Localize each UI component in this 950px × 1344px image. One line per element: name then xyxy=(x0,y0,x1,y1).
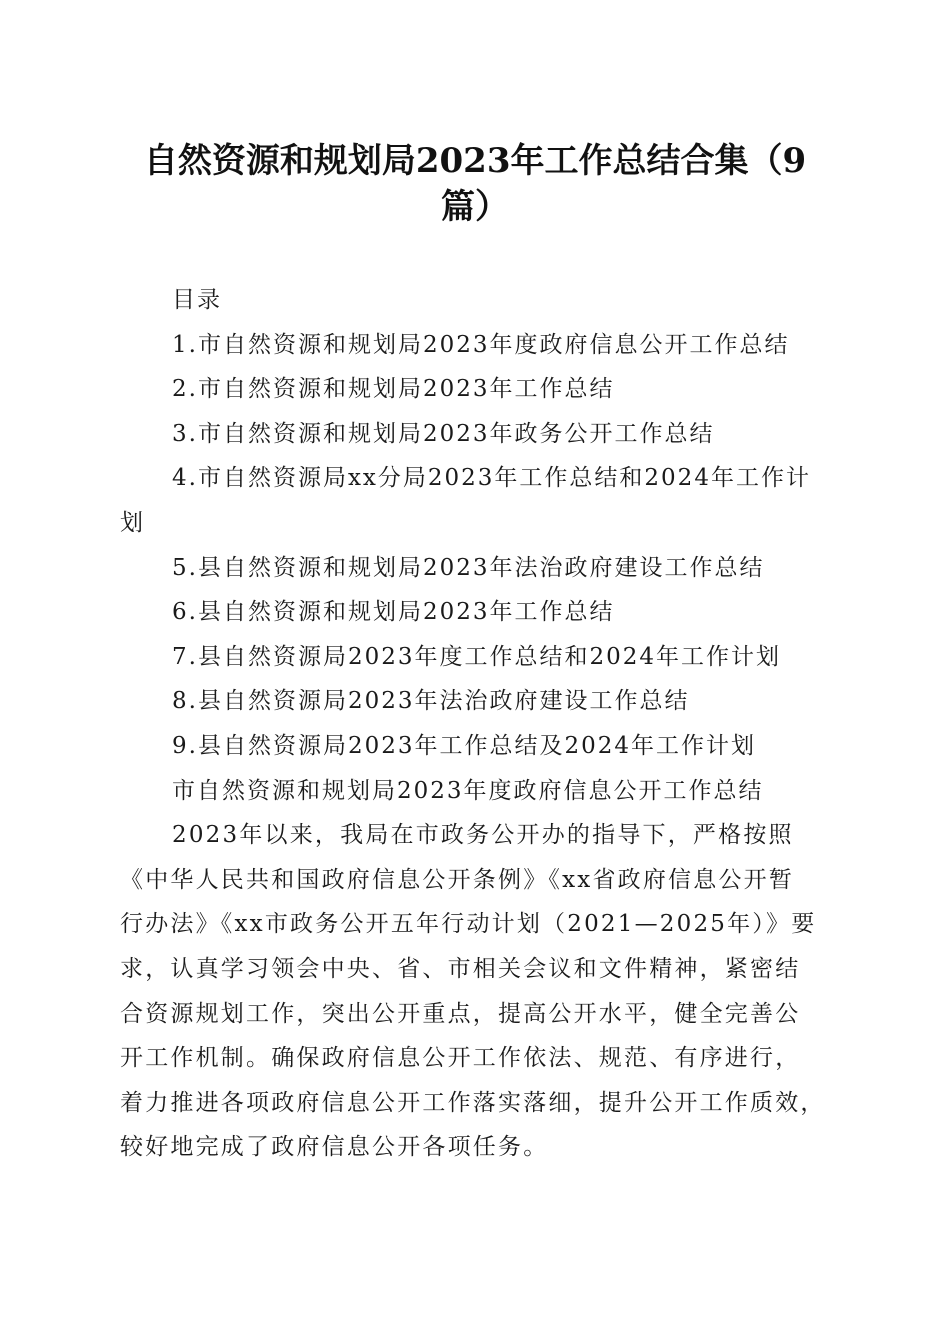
toc-item: 5.县自然资源和规划局2023年法治政府建设工作总结 xyxy=(172,554,765,581)
toc-item: 8.县自然资源局2023年法治政府建设工作总结 xyxy=(172,688,690,715)
toc-item: 1.市自然资源和规划局2023年度政府信息公开工作总结 xyxy=(172,331,790,358)
paragraph-line: 合资源规划工作，突出公开重点，提高公开水平，健全完善公 xyxy=(120,1000,801,1027)
paragraph-line: 着力推进各项政府信息公开工作落实落细，提升公开工作质效， xyxy=(120,1089,826,1116)
paragraph-line: 开工作机制。确保政府信息公开工作依法、规范、有序进行， xyxy=(120,1045,801,1072)
document-body xyxy=(120,278,836,1170)
paragraph-line: 求，认真学习领会中央、省、市相关会议和文件精神，紧密结 xyxy=(120,955,801,982)
toc-item-continuation: 划 xyxy=(120,509,145,536)
paragraph-line: 2023年以来，我局在市政务公开办的指导下，严格按照 xyxy=(172,822,794,849)
toc-item: 6.县自然资源和规划局2023年工作总结 xyxy=(172,599,615,626)
toc-item: 2.市自然资源和规划局2023年工作总结 xyxy=(172,376,615,403)
toc-item: 7.县自然资源局2023年度工作总结和2024年工作计划 xyxy=(172,643,782,670)
toc-item: 9.县自然资源局2023年工作总结及2024年工作计划 xyxy=(172,732,757,759)
toc-item: 4.市自然资源局xx分局2023年工作总结和2024年工作计 xyxy=(172,465,811,492)
title-line-1: 自然资源和规划局2023年工作总结合集（9 xyxy=(143,141,807,181)
toc-heading: 目录 xyxy=(172,287,222,313)
section-title: 市自然资源和规划局2023年度政府信息公开工作总结 xyxy=(172,777,764,804)
toc-item: 3.市自然资源和规划局2023年政务公开工作总结 xyxy=(172,420,715,447)
document-title xyxy=(100,138,850,230)
title-line-2: 篇） xyxy=(441,187,509,227)
paragraph-line: 行办法》《xx市政务公开五年行动计划（2021—2025年）》要 xyxy=(120,911,817,938)
paragraph-line: 较好地完成了政府信息公开各项任务。 xyxy=(120,1134,549,1161)
paragraph-line: 《中华人民共和国政府信息公开条例》《xx省政府信息公开暂 xyxy=(120,866,795,893)
